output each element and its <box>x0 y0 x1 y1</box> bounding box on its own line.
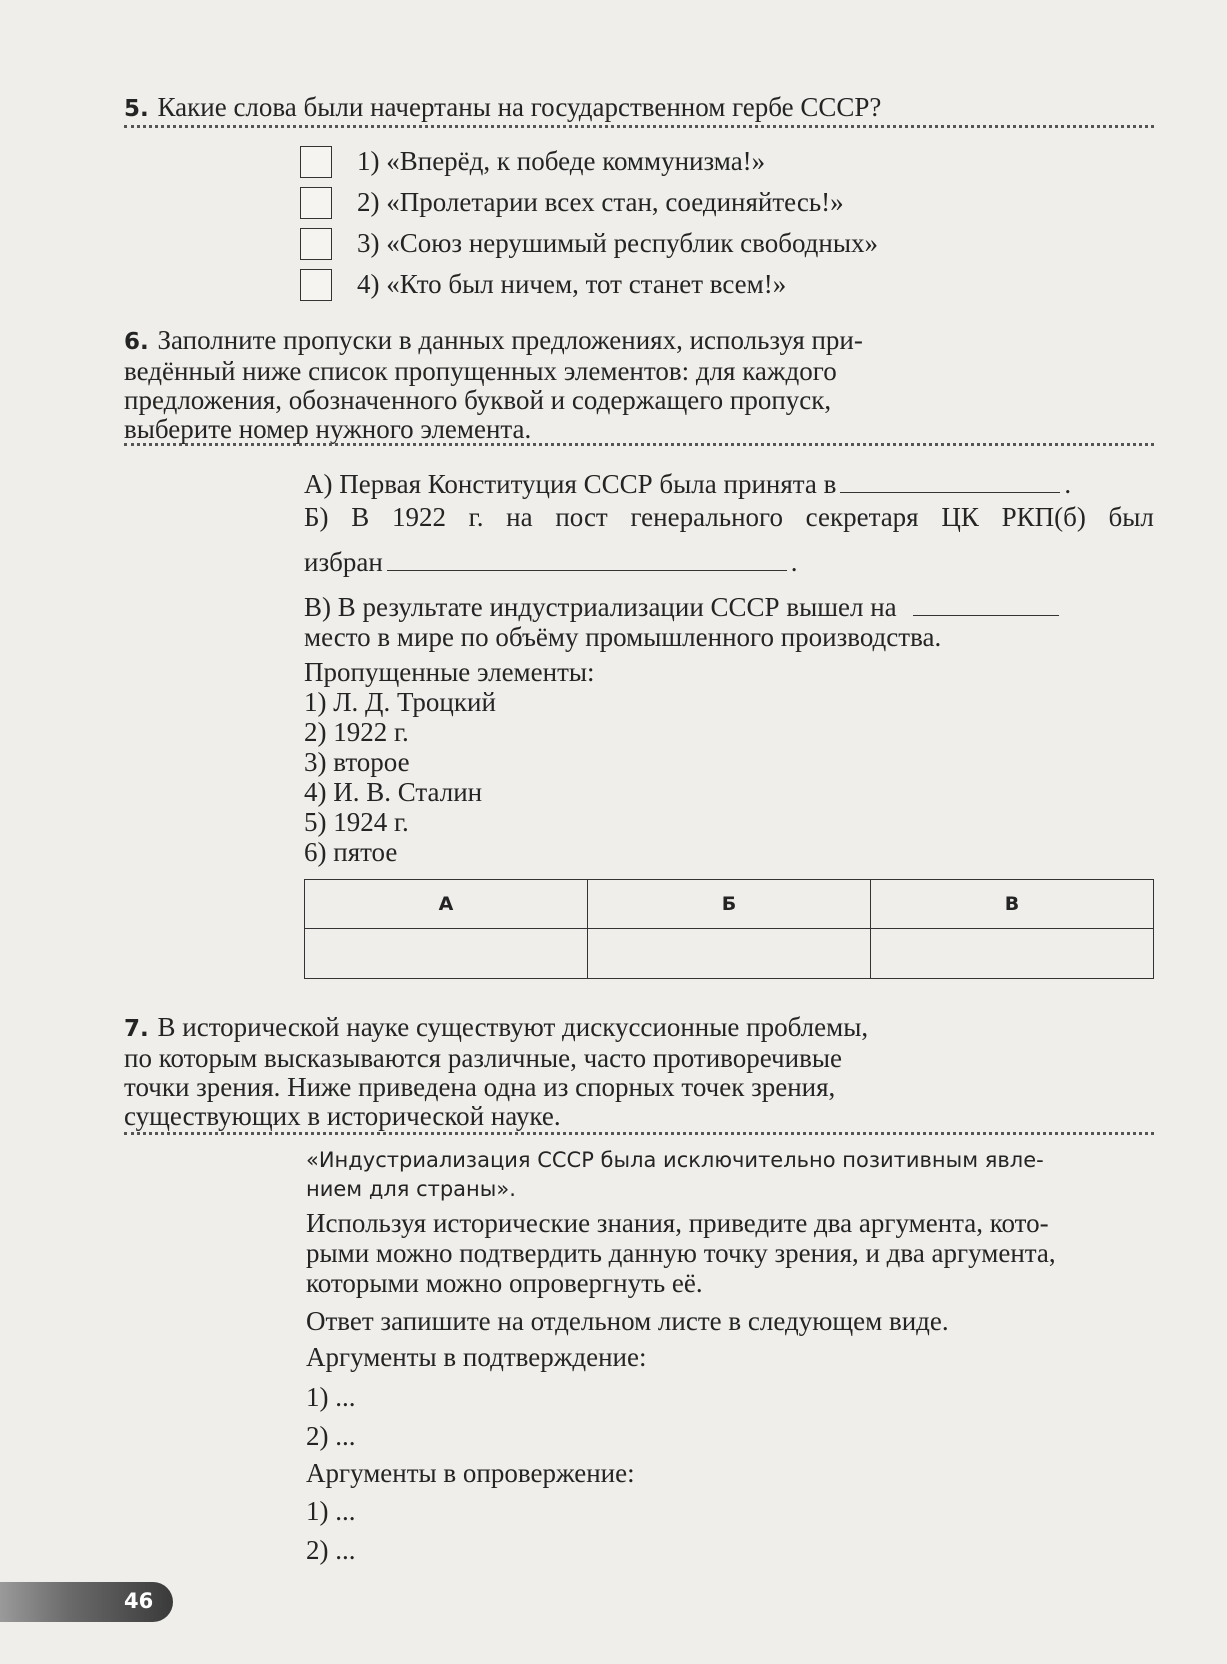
sentence-b-word: 1922 <box>391 502 446 532</box>
sentence-b-word: секретаря <box>805 502 919 532</box>
sentence-b-end: . <box>790 547 798 577</box>
option-2-checkbox[interactable] <box>300 187 332 219</box>
sentence-a-end: . <box>1064 469 1072 499</box>
sentence-v-text: В) В результате индустриализации СССР вышел на <box>304 592 897 622</box>
question-7-line-2: по которым высказываются различные, часто противоречивые <box>124 1043 842 1073</box>
sentence-b-word: Б) <box>304 502 329 532</box>
question-6-heading <box>124 326 863 444</box>
sentence-b-word: РКП(б) <box>1001 502 1086 532</box>
dotted-divider <box>124 125 1154 128</box>
answer-table <box>304 879 1154 979</box>
answer-cell-a[interactable] <box>305 929 588 979</box>
option-2 <box>300 182 878 223</box>
question-7-line-1: В исторической науке существуют дискуссионные проблемы, <box>157 1012 869 1042</box>
quote-line-1: «Индустриализация СССР была исключительно позитивным явле- <box>306 1148 1044 1172</box>
confirm-argument-2: 2) ... <box>306 1421 356 1451</box>
question-6-line-4: выберите номер нужного элемента. <box>124 414 532 444</box>
task-line-2: рыми можно подтвердить данную точку зрения, и два аргумента, <box>306 1238 1056 1268</box>
sentence-b-word: на <box>506 502 533 532</box>
missing-element: 5) 1924 г. <box>304 807 409 837</box>
option-3-label: 3) «Союз нерушимый республик свободных» <box>357 228 879 258</box>
dotted-divider <box>124 443 1154 446</box>
sentence-a-blank[interactable] <box>840 492 1060 493</box>
question-6-line-3: предложения, обозначенного буквой и содержащего пропуск, <box>124 385 832 415</box>
disputed-quote <box>306 1146 1044 1204</box>
confirm-argument-1: 1) ... <box>306 1382 356 1412</box>
option-1 <box>300 141 878 182</box>
sentence-b-word: ЦК <box>941 502 979 532</box>
sentence-b-word: В <box>351 502 370 532</box>
refute-arguments-title: Аргументы в опровержение: <box>306 1458 635 1488</box>
quote-line-2: нием для страны». <box>306 1177 516 1201</box>
page-number: 46 <box>124 1589 154 1613</box>
option-3-checkbox[interactable] <box>300 228 332 260</box>
question-7-line-4: существующих в исторической науке. <box>124 1101 561 1131</box>
sentence-b <box>304 502 1154 533</box>
missing-element: 4) И. В. Сталин <box>304 777 483 807</box>
dotted-divider <box>124 1132 1154 1135</box>
sentence-v-blank[interactable] <box>913 615 1059 616</box>
sentence-b-word: генерального <box>630 502 783 532</box>
refute-argument-2: 2) ... <box>306 1535 356 1565</box>
question-7-heading <box>124 1013 868 1131</box>
option-2-label: 2) «Пролетарии всех стан, соединяйтесь!» <box>357 187 844 217</box>
task-line-1: Используя исторические знания, приведите два аргумента, кото- <box>306 1208 1049 1238</box>
answer-table-header-row <box>305 880 1154 929</box>
sentence-b-word: был <box>1108 502 1154 532</box>
sentence-v-continuation: место в мире по объёму промышленного производства. <box>304 622 942 652</box>
sentence-a-text: А) Первая Конституция СССР была принята в <box>304 469 837 499</box>
missing-elements-title: Пропущенные элементы: <box>304 657 595 687</box>
sentence-b-blank[interactable] <box>387 570 787 571</box>
question-5-options <box>300 141 878 305</box>
question-5-heading <box>124 93 881 124</box>
sentence-b-word: г. <box>468 502 484 532</box>
question-6-line-2: ведённый ниже список пропущенных элементов: для каждого <box>124 356 837 386</box>
sentence-b-continuation <box>304 547 798 578</box>
sentence-b-cont-text: избран <box>304 547 383 577</box>
missing-element: 6) пятое <box>304 837 398 867</box>
answer-table-input-row <box>305 929 1154 979</box>
question-7-number: 7. <box>124 1016 149 1042</box>
confirm-arguments-title: Аргументы в подтверждение: <box>306 1342 647 1372</box>
question-6-line-1: Заполните пропуски в данных предложениях, используя при- <box>157 325 863 355</box>
option-1-label: 1) «Вперёд, к победе коммунизма!» <box>357 146 766 176</box>
answer-cell-v[interactable] <box>871 929 1154 979</box>
answer-table-header-b: Б <box>588 880 871 929</box>
missing-element: 2) 1922 г. <box>304 717 409 747</box>
sentence-a <box>304 469 1071 500</box>
answer-instruction: Ответ запишите на отдельном листе в следующем виде. <box>306 1306 949 1336</box>
sentence-v <box>304 592 1063 623</box>
missing-elements <box>304 657 595 867</box>
answer-table-header-v: В <box>871 880 1154 929</box>
refute-argument-1: 1) ... <box>306 1496 356 1526</box>
option-4-label: 4) «Кто был ничем, тот станет всем!» <box>357 269 787 299</box>
missing-element: 1) Л. Д. Троцкий <box>304 687 496 717</box>
option-1-checkbox[interactable] <box>300 146 332 178</box>
question-6-number: 6. <box>124 329 149 355</box>
answer-table-header-a: А <box>305 880 588 929</box>
sentence-b-word: пост <box>555 502 608 532</box>
option-3 <box>300 223 878 264</box>
option-4-checkbox[interactable] <box>300 269 332 301</box>
missing-element: 3) второе <box>304 747 410 777</box>
question-5-text: Какие слова были начертаны на государственном гербе СССР? <box>157 92 882 122</box>
question-5-number: 5. <box>124 96 149 122</box>
question-7-line-3: точки зрения. Ниже приведена одна из спорных точек зрения, <box>124 1072 836 1102</box>
option-4 <box>300 264 878 305</box>
task-line-3: которыми можно опровергнуть её. <box>306 1268 703 1298</box>
answer-cell-b[interactable] <box>588 929 871 979</box>
task-text <box>306 1208 1056 1298</box>
